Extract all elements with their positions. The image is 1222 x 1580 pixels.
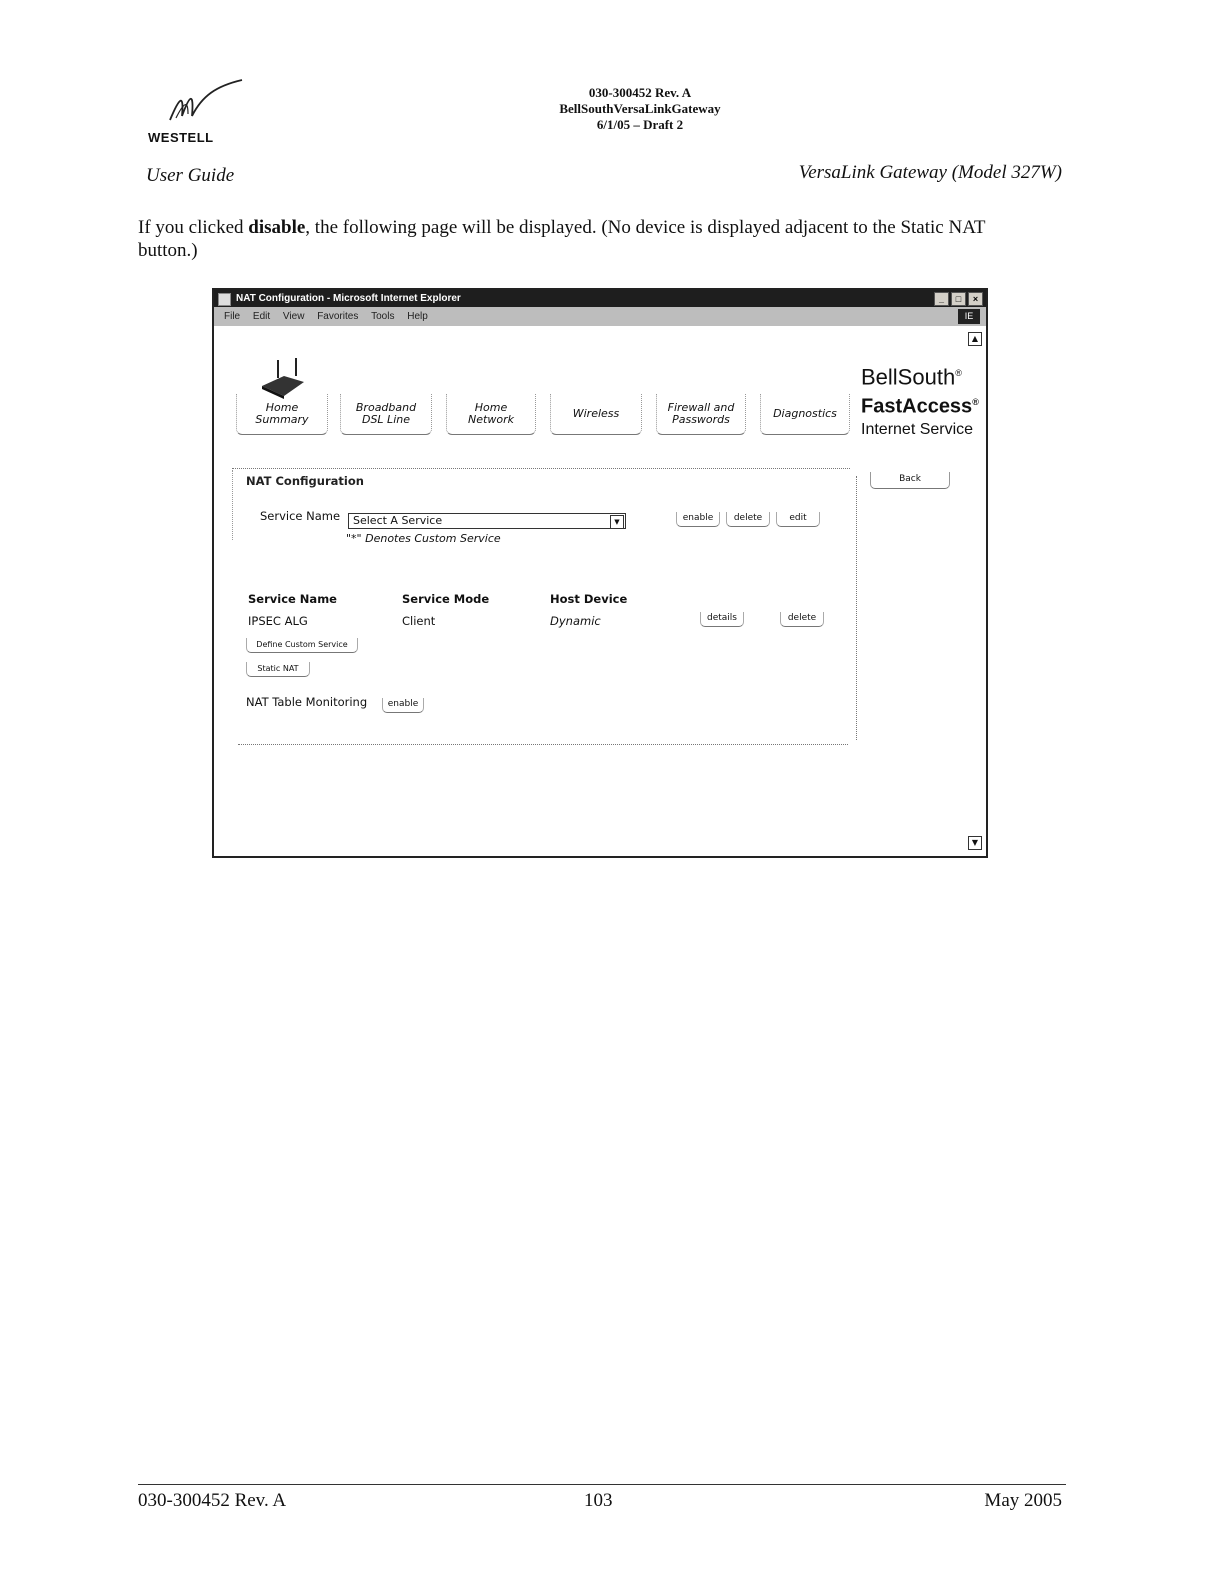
col-header-service-mode: Service Mode — [402, 592, 490, 606]
custom-service-note: "*" Denotes Custom Service — [346, 532, 501, 545]
brand-line3: Internet Service — [861, 420, 974, 438]
enable-button[interactable]: enable — [676, 512, 720, 527]
chevron-down-icon[interactable]: ▼ — [610, 515, 624, 529]
service-select[interactable] — [348, 513, 626, 529]
define-custom-service-button[interactable]: Define Custom Service — [246, 638, 358, 653]
doc-number: 030-300452 Rev. A — [588, 85, 692, 100]
logo-wordmark: WESTELL — [148, 130, 214, 145]
row-delete-button[interactable]: delete — [780, 612, 824, 627]
westell-signature-icon — [166, 78, 246, 128]
menu-help[interactable]: Help — [407, 311, 428, 322]
section-divider-right — [856, 476, 857, 740]
tab-broadband-dsl-line[interactable]: Broadband DSL Line — [340, 394, 432, 435]
doc-id-block — [440, 85, 840, 133]
menu-file[interactable]: File — [224, 311, 241, 322]
ie-window-icon — [218, 293, 231, 306]
menu-favorites[interactable]: Favorites — [317, 311, 359, 322]
close-icon[interactable]: × — [968, 292, 983, 306]
tab-wireless[interactable]: Wireless — [550, 394, 642, 435]
service-select-value: Select A Service — [353, 514, 443, 527]
edit-button[interactable]: edit — [776, 512, 820, 527]
browser-window — [212, 288, 988, 858]
footer-date: May 2005 — [984, 1490, 1062, 1511]
menu-view[interactable]: View — [282, 311, 305, 322]
row-service-mode: Client — [402, 614, 436, 628]
brand-line1: BellSouth — [861, 364, 956, 390]
footer-page-number: 103 — [584, 1490, 613, 1511]
col-header-host-device: Host Device — [550, 592, 628, 606]
section-divider-top — [232, 468, 850, 469]
intro-text-1: If you clicked — [138, 217, 249, 238]
intro-bold: disable — [248, 217, 306, 238]
doc-product: BellSouthVersaLinkGateway — [559, 101, 721, 116]
section-divider-bottom — [238, 744, 848, 745]
tab-home-network[interactable]: Home Network — [446, 394, 536, 435]
col-header-service-name: Service Name — [248, 592, 337, 606]
intro-text-2: , the following page will be displayed. (No device is displayed adjacent to the Static NAT button.) — [138, 217, 986, 261]
maximize-icon[interactable]: □ — [951, 292, 966, 306]
menu-tools[interactable]: Tools — [371, 311, 395, 322]
row-service-name: IPSEC ALG — [248, 614, 308, 628]
title-bar — [214, 290, 986, 307]
westell-logo — [140, 78, 260, 148]
details-button[interactable]: details — [700, 612, 744, 627]
service-name-label: Service Name — [260, 509, 341, 523]
brand-line2: FastAccess — [861, 395, 973, 418]
header-right-title: VersaLink Gateway (Model 327W) — [798, 162, 1062, 183]
menu-bar — [214, 307, 986, 326]
back-button[interactable]: Back — [870, 472, 950, 489]
section-title: NAT Configuration — [246, 474, 364, 488]
row-host-device: Dynamic — [550, 614, 601, 628]
doc-date: 6/1/05 – Draft 2 — [596, 117, 684, 132]
nat-table-monitoring-label: NAT Table Monitoring — [246, 695, 368, 709]
intro-paragraph — [138, 216, 1038, 262]
tab-home-summary[interactable]: Home Summary — [236, 394, 328, 435]
minimize-icon[interactable]: _ — [934, 292, 949, 306]
monitoring-enable-button[interactable]: enable — [382, 698, 424, 713]
window-title: NAT Configuration - Microsoft Internet Explorer — [236, 293, 461, 304]
footer-rule — [138, 1484, 1066, 1485]
static-nat-button[interactable]: Static NAT — [246, 662, 310, 677]
scroll-up-icon[interactable]: ▲ — [968, 332, 982, 346]
footer-doc-number: 030-300452 Rev. A — [138, 1490, 287, 1511]
delete-button[interactable]: delete — [726, 512, 770, 527]
header-left-title: User Guide — [146, 165, 235, 186]
window-controls — [934, 292, 983, 306]
tab-diagnostics[interactable]: Diagnostics — [760, 394, 850, 435]
bellsouth-brand: BellSouth® FastAccess® Internet Service — [861, 360, 979, 441]
ie-logo-icon: IE — [958, 309, 980, 324]
scroll-down-icon[interactable]: ▼ — [968, 836, 982, 850]
tab-firewall-passwords[interactable]: Firewall and Passwords — [656, 394, 746, 435]
section-divider-left — [232, 470, 233, 540]
menu-edit[interactable]: Edit — [252, 311, 271, 322]
